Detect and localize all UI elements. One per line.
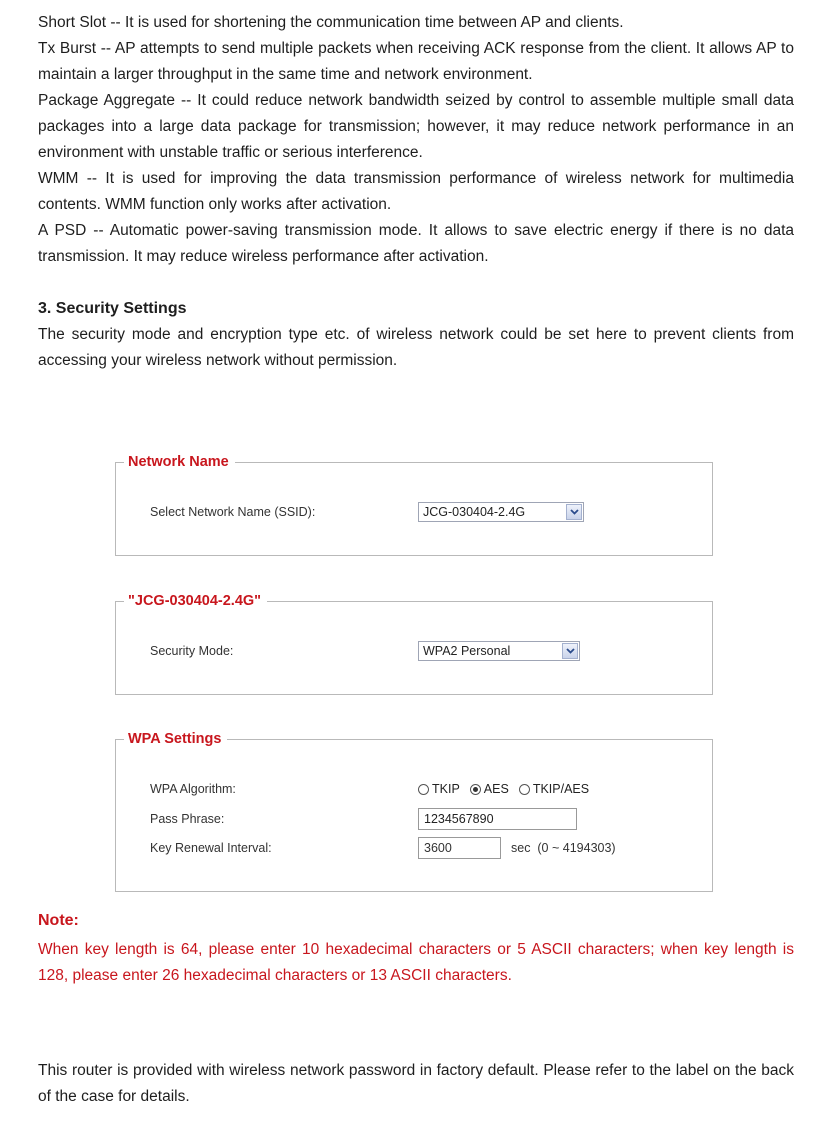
key-renewal-input[interactable]: [418, 837, 501, 859]
pass-phrase-label: Pass Phrase:: [150, 812, 225, 826]
chevron-down-icon[interactable]: [566, 504, 582, 520]
manual-page: [38, 10, 794, 374]
radio-circle[interactable]: [418, 784, 429, 795]
key-renewal-unit: sec (0 ~ 4194303): [511, 841, 616, 855]
tx-burst-paragraph: Tx Burst -- AP attempts to send multiple packets when receiving ACK response from the client. It allows AP to maintain a larger throughput in the same time and network environment.: [38, 40, 794, 83]
factory-default-paragraph: This router is provided with wireless network password in factory default. Please refer to the label on the back of the case for details.: [38, 1062, 794, 1105]
radio-aes-label: AES: [483, 782, 509, 796]
radio-aes[interactable]: [470, 782, 509, 796]
key-renewal-field: [418, 837, 616, 859]
key-renewal-row: [150, 836, 692, 860]
radio-tkip[interactable]: [418, 782, 460, 796]
security-settings-description: The security mode and encryption type etc. of wireless network could be set here to prevent clients from accessing your wireless network without permission.: [38, 326, 794, 369]
chevron-down-icon[interactable]: [562, 643, 578, 659]
note-text: When key length is 64, please enter 10 hexadecimal characters or 5 ASCII characters; when key length is 128, please enter 26 hexadecimal characters or 13 ASCII characters.: [38, 941, 794, 984]
ssid-select-value: JCG-030404-2.4G: [423, 505, 526, 519]
wpa-settings-legend: WPA Settings: [124, 729, 227, 749]
ssid-label: Select Network Name (SSID):: [150, 505, 316, 519]
security-mode-value: WPA2 Personal: [423, 644, 511, 658]
wpa-algorithm-options: [418, 782, 589, 796]
wpa-algorithm-label: WPA Algorithm:: [150, 782, 236, 796]
pass-phrase-input[interactable]: [418, 808, 577, 830]
ssid-security-panel: [115, 593, 713, 695]
wpa-algorithm-row: [150, 777, 692, 801]
ssid-row: [150, 500, 692, 524]
radio-circle[interactable]: [519, 784, 530, 795]
network-name-panel: [115, 454, 713, 556]
package-aggregate-paragraph: Package Aggregate -- It could reduce network bandwidth seized by control to assemble multiple small data packages into a large data package for transmission; however, it may reduce network performance in an environment with unstable traffic or serious interference.: [38, 92, 794, 161]
radio-tkip-aes[interactable]: [519, 782, 589, 796]
ssid-select[interactable]: [418, 502, 584, 522]
radio-tkip-label: TKIP: [432, 782, 460, 796]
wmm-paragraph: WMM -- It is used for improving the data transmission performance of wireless network for multimedia contents. WMM function only works after activation.: [38, 170, 794, 213]
wpa-settings-panel: [115, 731, 713, 892]
security-mode-label: Security Mode:: [150, 644, 234, 658]
pass-phrase-row: [150, 807, 692, 831]
network-name-legend: Network Name: [124, 452, 235, 472]
key-renewal-value: 3600: [424, 841, 452, 855]
note-title: Note:: [38, 912, 79, 929]
pass-phrase-value: 1234567890: [424, 812, 494, 826]
short-slot-paragraph: Short Slot -- It is used for shortening the communication time between AP and clients.: [38, 14, 624, 31]
security-settings-heading: 3. Security Settings: [38, 300, 187, 317]
ssid-security-legend: "JCG-030404-2.4G": [124, 591, 267, 611]
radio-tkip-aes-label: TKIP/AES: [532, 782, 590, 796]
security-mode-select[interactable]: [418, 641, 580, 661]
key-renewal-label: Key Renewal Interval:: [150, 841, 272, 855]
security-mode-row: [150, 639, 692, 663]
apsd-paragraph: A PSD -- Automatic power-saving transmission mode. It allows to save electric energy if there is no data transmission. It may reduce wireless performance after activation.: [38, 222, 794, 265]
radio-circle-selected[interactable]: [470, 784, 481, 795]
